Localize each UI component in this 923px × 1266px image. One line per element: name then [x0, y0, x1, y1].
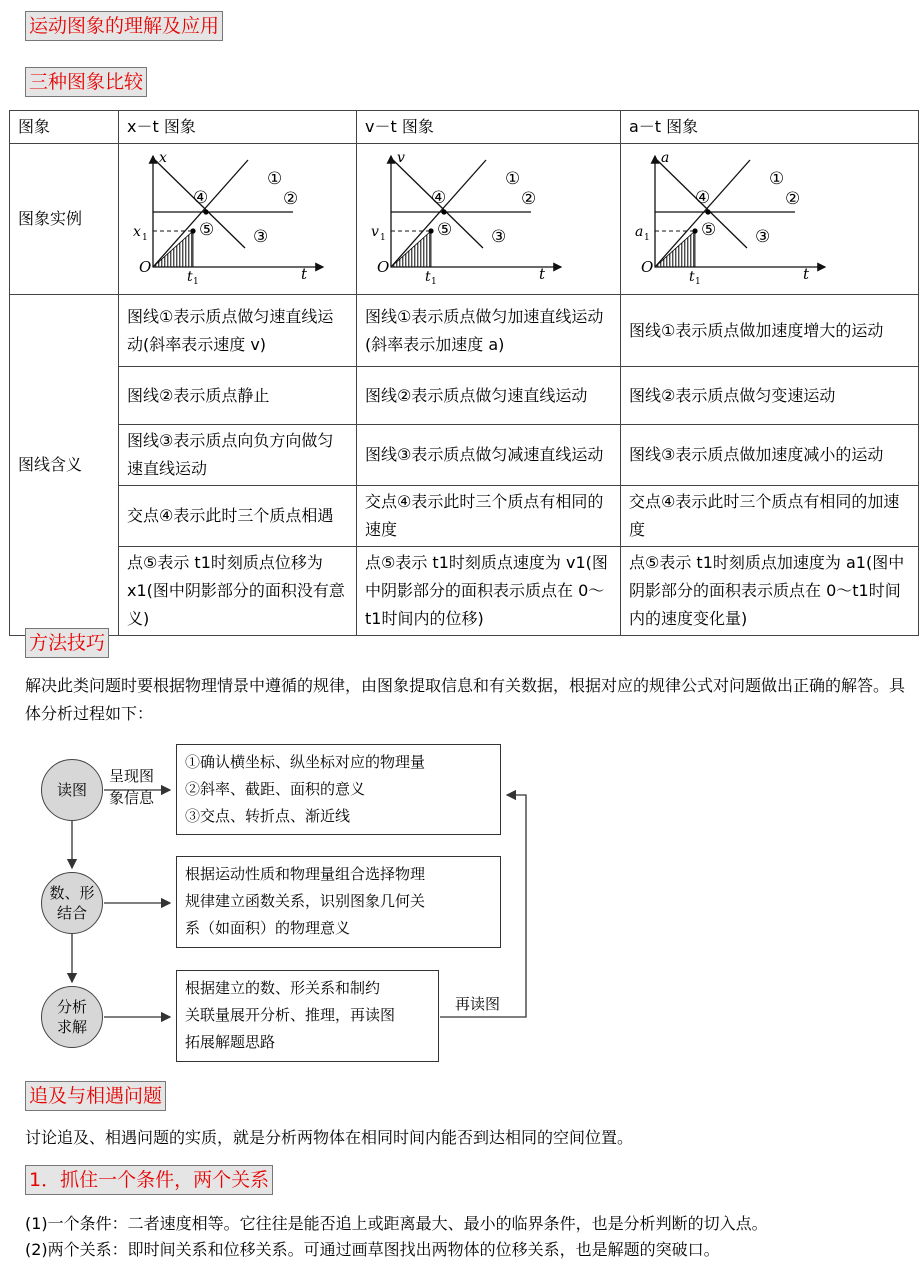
y1-subscript: 1 [644, 233, 650, 243]
meaning-cell: 图线①表示质点做匀加速直线运动(斜率表示加速度 a) [357, 295, 621, 367]
heading-three-graph-comparison: 三种图象比较 [25, 67, 147, 97]
label-5: ⑤ [199, 220, 215, 240]
header-at: a－t 图象 [621, 111, 919, 144]
shaded-area [153, 231, 193, 267]
meaning-cell: 图线②表示质点做匀变速运动 [621, 367, 919, 425]
meaning-cell: 图线③表示质点向负方向做匀速直线运动 [119, 425, 357, 486]
t1-subscript: 1 [193, 277, 199, 285]
header-graph: 图象 [10, 111, 119, 144]
label-3: ③ [253, 227, 269, 247]
line-1 [391, 160, 486, 267]
x-axis-label: t [803, 265, 810, 283]
y1-label: v [371, 224, 379, 240]
origin-label: O [139, 258, 152, 276]
graph-cell-vt [357, 144, 621, 295]
heading-motion-graphs: 运动图象的理解及应用 [25, 11, 223, 41]
header-xt: x－t 图象 [119, 111, 357, 144]
t1-label: t [425, 269, 431, 285]
condition-2: (2)两个关系：即时间关系和位移关系。可通过画草图找出两物体的位移关系，也是解题的突破口。 [25, 1240, 720, 1259]
flow-box-combine: 根据运动性质和物理量组合选择物理 规律建立函数关系，识别图象几何关 系（如面积）的物理意义 [176, 856, 501, 948]
table-row [10, 425, 919, 486]
label-graph-example: 图象实例 [10, 144, 119, 295]
label-4: ④ [193, 188, 209, 208]
y-axis-label: x [159, 150, 167, 166]
meaning-cell: 点⑤表示 t1时刻质点位移为 x1(图中阴影部分的面积没有意义) [119, 547, 357, 636]
t1-subscript: 1 [431, 277, 437, 285]
origin-label: O [641, 258, 654, 276]
meaning-cell: 图线②表示质点静止 [119, 367, 357, 425]
y-axis-label: v [397, 150, 405, 166]
flow-box-analyze: 根据建立的数、形关系和制约 关联量展开分析、推理，再读图 拓展解题思路 [176, 970, 439, 1062]
graph-cell-xt [119, 144, 357, 295]
heading-method-tips: 方法技巧 [25, 628, 109, 658]
label-1: ① [769, 169, 785, 189]
vt-graph [357, 144, 619, 285]
t1-label: t [187, 269, 193, 285]
y1-subscript: 1 [142, 233, 148, 243]
arrow-label-reread: 再读图 [455, 995, 501, 1013]
line-1 [153, 160, 248, 267]
intersection-point-4 [203, 209, 208, 214]
flow-step-combine: 数、形 结合 [41, 872, 103, 934]
shaded-area [391, 231, 431, 267]
label-3: ③ [755, 227, 771, 247]
label-2: ② [785, 189, 801, 209]
flow-box-read: ①确认横坐标、纵坐标对应的物理量 ②斜率、截距、面积的意义 ③交点、转折点、渐近线 [176, 744, 501, 835]
label-line-meaning: 图线含义 [10, 295, 119, 636]
graph-cell-at [621, 144, 919, 295]
arrow-label-present-info: 呈现图 象信息 [109, 767, 155, 807]
intersection-point-4 [441, 209, 446, 214]
label-5: ⑤ [701, 220, 717, 240]
meaning-cell: 交点④表示此时三个质点有相同的加速度 [621, 486, 919, 547]
line-1 [655, 160, 750, 267]
table-row [10, 367, 919, 425]
comparison-table [9, 110, 919, 636]
label-1: ① [267, 169, 283, 189]
y1-subscript: 1 [380, 233, 386, 243]
table-row-examples [10, 144, 919, 295]
meaning-cell: 图线①表示质点做加速度增大的运动 [621, 295, 919, 367]
label-4: ④ [695, 188, 711, 208]
shaded-area [655, 231, 695, 267]
xt-graph [119, 144, 355, 285]
label-2: ② [283, 189, 299, 209]
y-axis-label: a [661, 150, 670, 166]
t1-label: t [689, 269, 695, 285]
heading-one-condition-two-relations: 1．抓住一个条件，两个关系 [25, 1165, 273, 1195]
label-2: ② [521, 189, 537, 209]
meaning-cell: 图线②表示质点做匀速直线运动 [357, 367, 621, 425]
label-1: ① [505, 169, 521, 189]
meaning-cell: 交点④表示此时三个质点有相同的速度 [357, 486, 621, 547]
y1-label: a [635, 224, 644, 240]
label-5: ⑤ [437, 220, 453, 240]
meaning-cell: 点⑤表示 t1时刻质点加速度为 a1(图中阴影部分的面积表示质点在 0～t1时间内的速度变化量) [621, 547, 919, 636]
meaning-cell: 图线③表示质点做匀减速直线运动 [357, 425, 621, 486]
flow-step-solve: 分析 求解 [41, 986, 103, 1048]
x-axis-label: t [539, 265, 546, 283]
header-vt: v－t 图象 [357, 111, 621, 144]
heading-chase-meet: 追及与相遇问题 [25, 1081, 166, 1111]
x-axis-label: t [301, 265, 308, 283]
intersection-point-4 [705, 209, 710, 214]
meaning-cell: 点⑤表示 t1时刻质点速度为 v1(图中阴影部分的面积表示质点在 0～t1时间内的位移) [357, 547, 621, 636]
condition-1: (1)一个条件：二者速度相等。它往往是能否追上或距离最大、最小的临界条件，也是分析判断的切入点。 [25, 1214, 768, 1233]
y1-label: x [133, 224, 141, 240]
table-row [10, 486, 919, 547]
label-3: ③ [491, 227, 507, 247]
table-header-row [10, 111, 919, 144]
t1-subscript: 1 [695, 277, 701, 285]
flow-step-read-graph: 读图 [41, 759, 103, 821]
origin-label: O [377, 258, 390, 276]
table-row [10, 295, 919, 367]
meaning-cell: 交点④表示此时三个质点相遇 [119, 486, 357, 547]
method-paragraph: 解决此类问题时要根据物理情景中遵循的规律，由图象提取信息和有关数据，根据对应的规律公式对问题做出正确的解答。具体分析过程如下： [25, 676, 906, 723]
at-graph [621, 144, 917, 285]
table-row [10, 547, 919, 636]
chase-paragraph: 讨论追及、相遇问题的实质，就是分析两物体在相同时间内能否到达相同的空间位置。 [25, 1128, 634, 1147]
meaning-cell: 图线③表示质点做加速度减小的运动 [621, 425, 919, 486]
label-4: ④ [431, 188, 447, 208]
meaning-cell: 图线①表示质点做匀速直线运动(斜率表示速度 v) [119, 295, 357, 367]
